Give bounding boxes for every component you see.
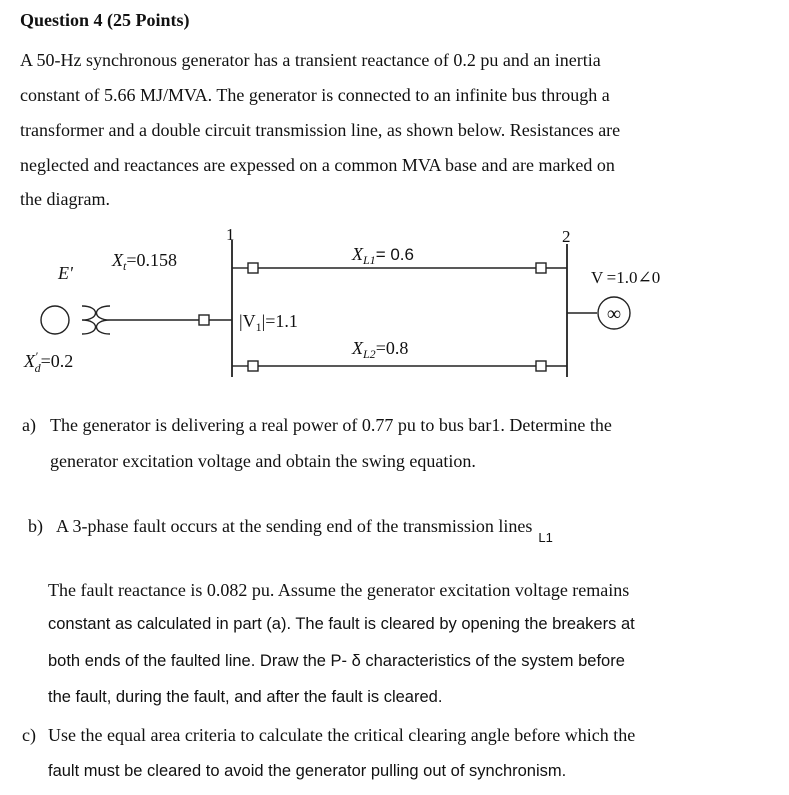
- part-b-line: both ends of the faulted line. Draw the P- δ characteristics of the system before: [48, 652, 625, 670]
- xt-subscript: t: [123, 259, 127, 273]
- intro-line: transformer and a double circuit transmission line, as shown below. Resistances are: [20, 120, 621, 140]
- breaker-transformer: [199, 315, 209, 325]
- xd-label: [23, 349, 73, 375]
- v1-subscript: 1: [255, 320, 262, 334]
- part-c-marker: c): [22, 725, 36, 745]
- part-b-marker: b): [28, 516, 43, 536]
- part-c-line-text: Use the equal area criteria to calculate the critical clearing angle before which the: [48, 725, 636, 745]
- xl2-symbol: X: [352, 338, 363, 358]
- xl2-subscript: L2: [363, 347, 376, 361]
- xl2-label: [351, 338, 408, 361]
- v1-symbol: |V: [239, 311, 256, 331]
- v1-label: [239, 311, 298, 334]
- intro-line: neglected and reactances are expessed on a common MVA base and are marked on: [20, 155, 615, 175]
- xd-prime: ′: [35, 349, 38, 363]
- infinite-bus-voltage-label: V =1.0∠0: [591, 268, 661, 287]
- part-a-line: generator excitation voltage and obtain the swing equation.: [50, 451, 476, 471]
- bus-1-label: 1: [226, 225, 235, 244]
- bus-2-label: 2: [562, 227, 571, 246]
- transformer-primary-winding: [82, 306, 96, 334]
- xt-value: =0.158: [126, 250, 177, 270]
- infinity-icon: ∞: [606, 303, 622, 325]
- part-b-line: constant as calculated in part (a). The fault is cleared by opening the breakers at: [48, 615, 635, 633]
- generator-symbol: [41, 306, 69, 334]
- part-c-line: [48, 725, 635, 746]
- intro-line: A 50-Hz synchronous generator has a transient reactance of 0.2 pu and an inertia: [20, 50, 601, 70]
- circuit-diagram: [0, 222, 789, 392]
- part-b-line: The fault reactance is 0.082 pu. Assume the generator excitation voltage remains: [48, 580, 630, 600]
- xd-value: =0.2: [40, 351, 74, 371]
- v1-value: |=1.1: [261, 311, 298, 331]
- generator-emf-label: E': [58, 263, 73, 283]
- transformer-secondary-winding: [97, 306, 111, 334]
- xd-subscript: d: [34, 361, 41, 375]
- part-b-subscript: L1: [538, 530, 553, 545]
- part-c-line: fault must be cleared to avoid the generator pulling out of synchronism.: [48, 762, 567, 780]
- breaker-l1-sending: [248, 263, 258, 273]
- xd-symbol: X: [24, 351, 35, 371]
- breaker-l2-receiving: [536, 361, 546, 371]
- xt-label: [111, 250, 177, 273]
- xl1-subscript: L1: [363, 253, 376, 267]
- question-title: Question 4 (25 Points): [20, 10, 190, 30]
- part-a-line: The generator is delivering a real power of 0.77 pu to bus bar1. Determine the: [50, 415, 612, 435]
- intro-line: constant of 5.66 MJ/MVA. The generator is connected to an infinite bus through a: [20, 85, 610, 105]
- breaker-l2-sending: [248, 361, 258, 371]
- xl2-value: =0.8: [375, 338, 409, 358]
- intro-line: the diagram.: [20, 189, 110, 209]
- xl1-symbol: X: [352, 244, 363, 264]
- xt-symbol: X: [112, 250, 123, 270]
- xl1-value: = 0.6: [375, 245, 414, 264]
- xl1-label: [351, 244, 414, 267]
- breaker-l1-receiving: [536, 263, 546, 273]
- part-b-text: A 3-phase fault occurs at the sending end of the transmission lines: [56, 516, 533, 536]
- part-b-heading: [56, 516, 553, 545]
- part-a-marker: a): [22, 415, 36, 435]
- part-b-line: the fault, during the fault, and after the fault is cleared.: [48, 688, 443, 706]
